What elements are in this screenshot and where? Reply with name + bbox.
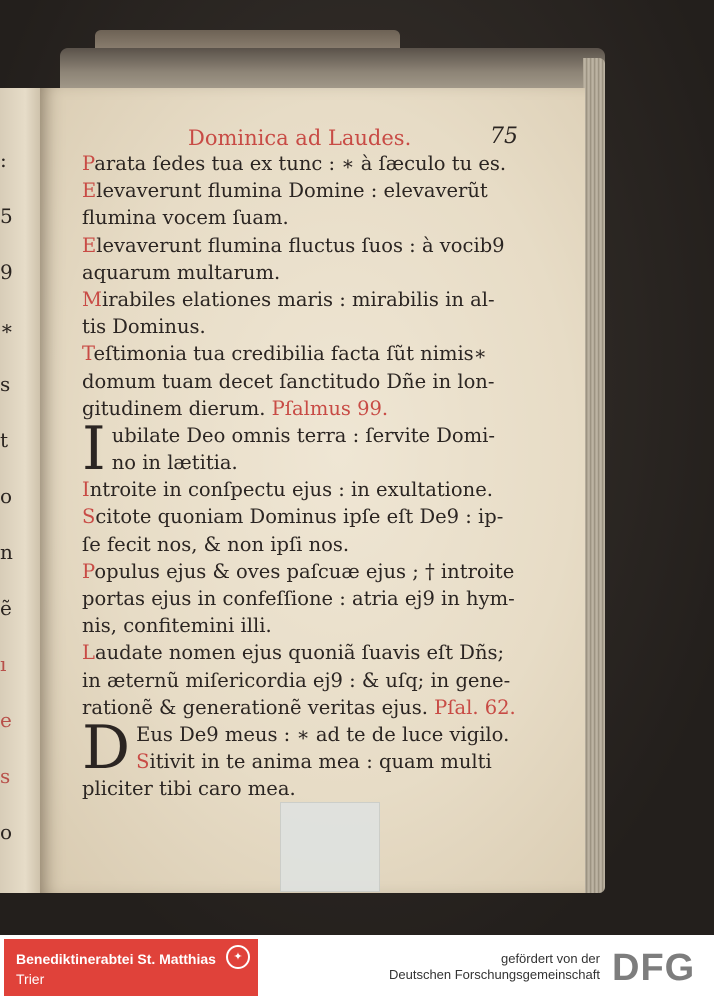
left-page-glyph: s bbox=[0, 372, 11, 396]
institution-city: Trier bbox=[16, 971, 45, 987]
rubric-initial: L bbox=[82, 641, 95, 665]
rubric-initial: S bbox=[82, 505, 96, 529]
running-title: Dominica ad Laudes. bbox=[188, 126, 412, 150]
text-line: ubilate Deo omnis terra : ſervite Domi- bbox=[111, 423, 495, 447]
text-line: Elevaverunt flumina fluctus ſuos : à vocib9 bbox=[82, 233, 505, 257]
rubric-initial: P bbox=[82, 152, 95, 175]
rubric-initial: I bbox=[82, 478, 90, 502]
book-fore-edge bbox=[583, 58, 605, 893]
left-page-glyph: n bbox=[0, 540, 13, 564]
rubric-initial: P bbox=[82, 559, 95, 583]
institution-name: Benediktinerabtei St. Matthias bbox=[16, 951, 216, 967]
text-line: domum tuam decet ſanctitudo Dñe in lon- bbox=[82, 369, 495, 393]
rubric-initial: E bbox=[82, 179, 97, 203]
text-line: Laudate nomen ejus quoniã ſuavis eſt Dñs; bbox=[82, 641, 505, 665]
text-line: Elevaverunt flumina Domine : elevaverũt bbox=[82, 179, 488, 203]
page-text bbox=[82, 150, 522, 803]
text-line: gitudinem dierum. Pſalmus 99. bbox=[82, 396, 389, 420]
funding-text: gefördert von der Deutschen Forschungsgemeinschaft bbox=[388, 951, 600, 982]
left-page-glyph: e bbox=[0, 708, 12, 732]
psalm-label: Pſalmus 99. bbox=[271, 396, 389, 420]
text-line: no in lætitia. bbox=[111, 451, 238, 475]
rubric-initial: M bbox=[82, 287, 102, 311]
shield-icon: ✦ bbox=[226, 945, 250, 969]
text-line: Eus De9 meus : ∗ ad te de luce vigilo. bbox=[136, 722, 510, 746]
jubilate-block bbox=[82, 422, 522, 476]
institution-badge[interactable] bbox=[4, 939, 258, 996]
left-page-fragment bbox=[0, 88, 44, 893]
deus-block bbox=[82, 721, 522, 775]
text-line: nis, confitemini illi. bbox=[82, 614, 272, 638]
left-page-glyph: t bbox=[0, 428, 9, 452]
text-line: tis Dominus. bbox=[82, 315, 206, 339]
text-line: in æternũ miſericordia ej9 : & uſq; in gene- bbox=[82, 668, 511, 692]
text-line: Mirabiles elationes maris : mirabilis in al- bbox=[82, 287, 495, 311]
left-page-glyph: o bbox=[0, 820, 13, 844]
text-line: rationẽ & generationẽ veritas ejus. Pſal. 62. bbox=[82, 695, 516, 719]
text-line: Scitote quoniam Dominus ipſe eſt De9 : ip- bbox=[82, 505, 504, 529]
text-line: Teſtimonia tua credibilia facta ſũt nimis∗ bbox=[82, 342, 487, 366]
dfg-logo[interactable]: DFG bbox=[612, 947, 696, 989]
text-line: Sitivit in te anima mea : quam multi bbox=[136, 750, 492, 774]
left-page-glyph: o bbox=[0, 484, 13, 508]
rubric-initial: E bbox=[82, 233, 97, 257]
text-line: pliciter tibi caro mea. bbox=[82, 777, 296, 801]
left-page-glyph: ∗ bbox=[0, 316, 14, 340]
left-page-glyph: : bbox=[0, 148, 7, 172]
text-line: Parata ſedes tua ex tunc : ∗ à ſæculo tu es. bbox=[82, 152, 507, 175]
text-line: ſe fecit nos, & non ipſi nos. bbox=[82, 532, 350, 556]
left-page-glyph: ı bbox=[0, 652, 7, 676]
left-page-glyph: s bbox=[0, 764, 11, 788]
text-line: aquarum multarum. bbox=[82, 260, 281, 284]
text-line: Introite in conſpectu ejus : in exultatione. bbox=[82, 478, 493, 502]
text-line: Populus ejus & oves paſcuæ ejus ; † introite bbox=[82, 559, 515, 583]
footer-banner bbox=[0, 935, 714, 1000]
text-line: portas ejus in confeſſione : atria ej9 in hym- bbox=[82, 587, 515, 610]
left-page-glyph: 5 bbox=[0, 204, 13, 228]
psalm-label: Pſal. 62. bbox=[434, 695, 516, 719]
left-page-glyph: 9 bbox=[0, 260, 13, 284]
rubric-initial: S bbox=[136, 750, 150, 774]
paper-label bbox=[280, 802, 380, 892]
drop-cap: I bbox=[82, 421, 106, 477]
left-page-glyph: ẽ bbox=[0, 596, 12, 620]
rubric-initial: T bbox=[82, 342, 94, 366]
right-page bbox=[40, 88, 585, 893]
page-number: 75 bbox=[490, 124, 518, 149]
drop-cap: D bbox=[82, 720, 131, 776]
text-line: flumina vocem ſuam. bbox=[82, 206, 289, 230]
